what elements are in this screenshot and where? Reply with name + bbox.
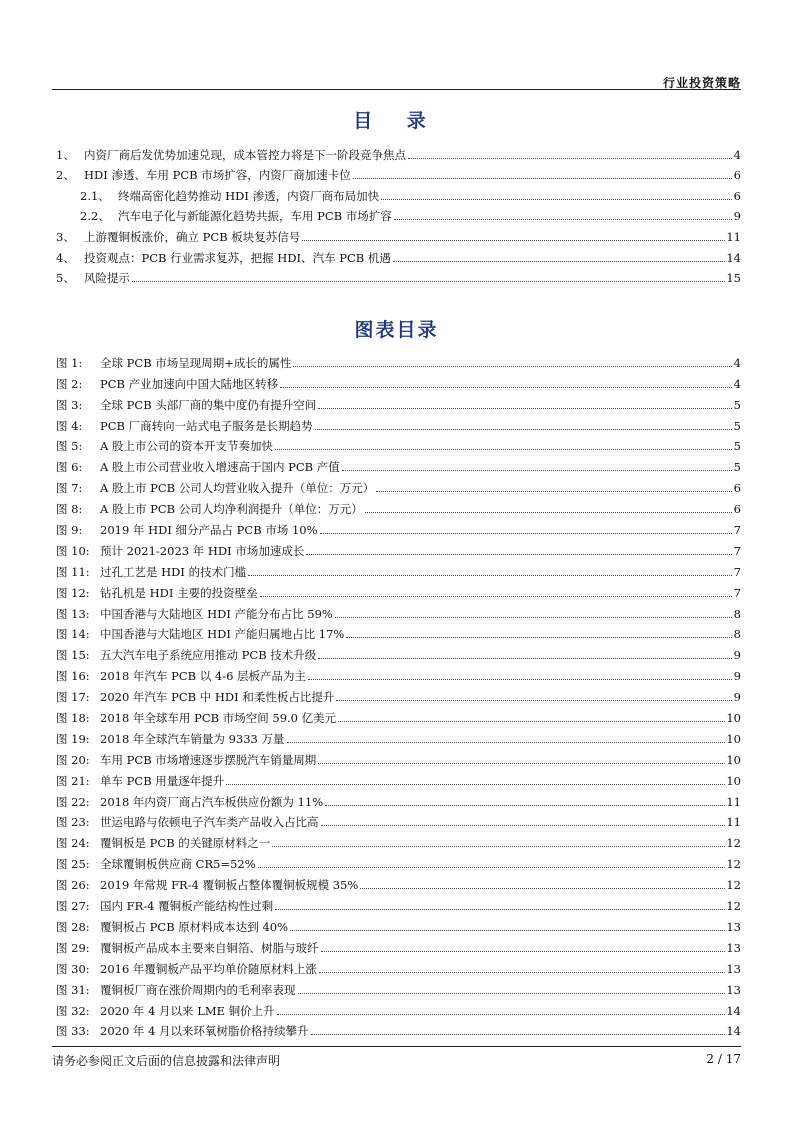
figure-entry-text: 国内 FR-4 覆铜板产能结构性过剩 — [100, 899, 274, 914]
figure-entry-number: 图 27: — [56, 899, 90, 914]
figure-entry-text: A 股上市公司的资本开支节奏加快 — [100, 439, 273, 454]
figure-entry-number: 图 32: — [56, 1003, 90, 1018]
leader-dots — [321, 824, 726, 826]
footer-page-number: 2 / 17 — [706, 1052, 741, 1066]
figure-entry[interactable] — [56, 349, 741, 370]
leader-dots — [258, 866, 726, 868]
figure-entry-text: 中国香港与大陆地区 HDI 产能归属地占比 17% — [100, 627, 345, 642]
figure-entry-number: 图 19: — [56, 731, 90, 746]
figure-entry-number: 图 29: — [56, 940, 90, 955]
figure-entry-page: 13 — [726, 982, 741, 997]
figure-entry-text: 预计 2021-2023 年 HDI 市场加速成长 — [100, 543, 305, 558]
figure-entry[interactable] — [56, 433, 741, 454]
toc-entry-number: 2.1、 — [80, 188, 110, 203]
leader-dots — [287, 741, 726, 743]
figure-entry[interactable] — [56, 537, 741, 558]
leader-dots — [290, 929, 725, 931]
figure-entry-text: 钻孔机是 HDI 主要的投资壁垒 — [100, 585, 258, 600]
figure-entry-number: 图 4: — [56, 418, 83, 433]
figure-entry-text: 覆铜板厂商在涨价周期内的毛利率表现 — [100, 982, 296, 997]
figure-entry-number: 图 7: — [56, 481, 83, 496]
leader-dots — [381, 198, 732, 200]
leader-dots — [394, 218, 732, 220]
footer-disclaimer: 请务必参阅正文后面的信息披露和法律声明 — [52, 1054, 281, 1068]
figure-entry[interactable] — [56, 829, 741, 850]
figure-entry-number: 图 25: — [56, 857, 90, 872]
toc-entry-text: 投资观点：PCB 行业需求复苏，把握 HDI、汽车 PCB 机遇 — [84, 250, 391, 265]
toc-entry[interactable] — [56, 162, 741, 183]
figure-entry[interactable] — [56, 976, 741, 997]
figure-entry-page: 12 — [726, 878, 741, 893]
figure-entry-page: 7 — [733, 543, 741, 558]
figure-entry[interactable] — [56, 871, 741, 892]
leader-dots — [306, 553, 732, 555]
report-type-label: 行业投资策略 — [662, 76, 741, 90]
figure-entry-number: 图 22: — [56, 794, 90, 809]
toc-entry-text: 上游覆铜板涨价，确立 PCB 板块复苏信号 — [84, 229, 301, 244]
figure-entry-text: 世运电路与依顿电子汽车类产品收入占比高 — [100, 815, 319, 830]
leader-dots — [325, 804, 725, 806]
toc-entry-number: 5、 — [56, 271, 75, 286]
leader-dots — [226, 783, 725, 785]
figure-entry-page: 6 — [733, 481, 741, 496]
leader-dots — [338, 720, 725, 722]
figure-entry-text: 覆铜板是 PCB 的关键原材料之一 — [100, 836, 271, 851]
leader-dots — [132, 280, 725, 282]
figure-entry-text: 2018 年汽车 PCB 以 4-6 层板产品为主 — [100, 669, 307, 684]
leader-dots — [321, 950, 726, 952]
figure-entry-number: 图 24: — [56, 836, 90, 851]
figure-entry-page: 13 — [726, 940, 741, 955]
figure-entry[interactable] — [56, 850, 741, 871]
figure-entry-number: 图 10: — [56, 543, 90, 558]
leader-dots — [320, 532, 732, 534]
figure-entry-text: 车用 PCB 市场增速逐步摆脱汽车销量周期 — [100, 752, 317, 767]
figure-entry-text: 覆铜板产品成本主要来自铜箔、树脂与玻纤 — [100, 940, 319, 955]
figure-entry-page: 14 — [726, 1024, 741, 1039]
figure-entry-text: 2016 年覆铜板产品平均单价随原材料上涨 — [100, 961, 317, 976]
leader-dots — [318, 762, 725, 764]
figure-entry-number: 图 3: — [56, 397, 83, 412]
toc-entry-number: 1、 — [56, 147, 75, 162]
leader-dots — [315, 428, 732, 430]
figure-entry[interactable] — [56, 683, 741, 704]
figure-entry-page: 7 — [733, 564, 741, 579]
figure-entry-page: 13 — [726, 919, 741, 934]
figure-entry-text: 2018 年全球汽车销量为 9333 万量 — [100, 731, 285, 746]
figure-entry-number: 图 20: — [56, 752, 90, 767]
leader-dots — [318, 407, 732, 409]
figure-entry[interactable] — [56, 579, 741, 600]
leader-dots — [293, 365, 732, 367]
figure-entry-number: 图 21: — [56, 773, 90, 788]
figure-entry[interactable] — [56, 934, 741, 955]
figure-entry-page: 7 — [733, 523, 741, 538]
figure-entry[interactable] — [56, 809, 741, 830]
figure-entry-text: 覆铜板占 PCB 原材料成本达到 40% — [100, 919, 289, 934]
figure-entry-page: 12 — [726, 836, 741, 851]
figure-entry-page: 14 — [726, 1003, 741, 1018]
figure-entry-page: 9 — [733, 669, 741, 684]
figure-entry-page: 10 — [726, 711, 741, 726]
toc-entry-text: 内资厂商后发优势加速兑现，成本管控力将是下一阶段竞争焦点 — [84, 147, 406, 162]
toc-entry-page: 6 — [733, 188, 741, 203]
leader-dots — [319, 971, 725, 973]
figure-entry[interactable] — [56, 495, 741, 516]
leader-dots — [272, 845, 725, 847]
figure-entry-number: 图 30: — [56, 961, 90, 976]
figure-entry-page: 5 — [733, 460, 741, 475]
figure-entry-text: 2020 年 4 月以来 LME 铜价上升 — [100, 1003, 275, 1018]
figure-entry-number: 图 17: — [56, 690, 90, 705]
figure-entry-text: 全球覆铜板供应商 CR5=52% — [100, 857, 256, 872]
figure-entry-page: 8 — [733, 606, 741, 621]
figure-entry-page: 6 — [733, 502, 741, 517]
leader-dots — [318, 657, 732, 659]
leader-dots — [308, 678, 732, 680]
toc-entry-number: 2、 — [56, 168, 75, 183]
figure-list — [56, 349, 741, 1038]
figure-entry-page: 12 — [726, 899, 741, 914]
toc-entry[interactable] — [56, 141, 741, 162]
figure-entry-text: 2020 年 4 月以来环氧树脂价格持续攀升 — [100, 1024, 309, 1039]
toc-entry-text: HDI 渗透、车用 PCB 市场扩容，内资厂商加速卡位 — [84, 168, 351, 183]
figure-entry-page: 8 — [733, 627, 741, 642]
figure-entry[interactable] — [56, 892, 741, 913]
figure-entry[interactable] — [56, 558, 741, 579]
figure-entry[interactable] — [56, 913, 741, 934]
figure-entry[interactable] — [56, 788, 741, 809]
figure-entry-number: 图 13: — [56, 606, 90, 621]
toc-title: 目 录 — [353, 110, 440, 132]
figure-entry-page: 12 — [726, 857, 741, 872]
figure-entry-page: 11 — [726, 794, 741, 809]
leader-dots — [275, 908, 725, 910]
figure-list-title: 图表目录 — [354, 319, 439, 341]
figure-entry-page: 4 — [733, 355, 741, 370]
figure-entry-text: 中国香港与大陆地区 HDI 产能分布占比 59% — [100, 606, 333, 621]
figure-entry[interactable] — [56, 725, 741, 746]
toc-entry-number: 2.2、 — [80, 209, 110, 224]
figure-entry[interactable] — [56, 370, 741, 391]
leader-dots — [275, 448, 732, 450]
toc-entry-page: 11 — [726, 229, 741, 244]
figure-entry-page: 10 — [726, 773, 741, 788]
figure-entry[interactable] — [56, 746, 741, 767]
toc-entry-page: 6 — [733, 168, 741, 183]
figure-entry-text: A 股上市公司营业收入增速高于国内 PCB 产值 — [100, 460, 340, 475]
figure-entry-text: PCB 厂商转向一站式电子服务是长期趋势 — [100, 418, 313, 433]
figure-entry[interactable] — [56, 662, 741, 683]
figure-entry-number: 图 14: — [56, 627, 90, 642]
figure-entry-text: 全球 PCB 市场呈现周期+成长的属性 — [100, 355, 292, 370]
footer-rule — [52, 1046, 741, 1047]
figure-entry-text: 五大汽车电子系统应用推动 PCB 技术升级 — [100, 648, 317, 663]
figure-entry-number: 图 28: — [56, 919, 90, 934]
toc-list — [56, 141, 741, 285]
figure-entry[interactable] — [56, 453, 741, 474]
figure-entry-number: 图 18: — [56, 711, 90, 726]
toc-subentry[interactable] — [56, 203, 741, 224]
leader-dots — [335, 616, 732, 618]
toc-entry-page: 15 — [726, 271, 741, 286]
toc-entry[interactable] — [56, 265, 741, 286]
figure-entry-page: 11 — [726, 815, 741, 830]
figure-entry-number: 图 5: — [56, 439, 83, 454]
leader-dots — [298, 992, 726, 994]
toc-entry[interactable] — [56, 244, 741, 265]
leader-dots — [260, 595, 732, 597]
figure-entry-page: 10 — [726, 731, 741, 746]
figure-entry-text: 2018 年全球车用 PCB 市场空间 59.0 亿美元 — [100, 711, 337, 726]
toc-entry-text: 终端高密化趋势推动 HDI 渗透，内资厂商布局加快 — [118, 188, 380, 203]
figure-entry[interactable] — [56, 767, 741, 788]
figure-entry[interactable] — [56, 391, 741, 412]
figure-entry-text: 单车 PCB 用量逐年提升 — [100, 773, 225, 788]
figure-entry-number: 图 23: — [56, 815, 90, 830]
leader-dots — [376, 490, 732, 492]
toc-entry-text: 汽车电子化与新能源化趋势共振，车用 PCB 市场扩容 — [118, 209, 392, 224]
figure-entry[interactable] — [56, 621, 741, 642]
leader-dots — [353, 177, 732, 179]
leader-dots — [365, 511, 732, 513]
figure-entry-number: 图 11: — [56, 564, 90, 579]
leader-dots — [393, 260, 725, 262]
figure-entry-text: 2019 年 HDI 细分产品占 PCB 市场 10% — [100, 523, 318, 538]
figure-entry-number: 图 9: — [56, 523, 83, 538]
figure-entry-number: 图 12: — [56, 585, 90, 600]
figure-entry-text: 2020 年汽车 PCB 中 HDI 和柔性板占比提升 — [100, 690, 335, 705]
leader-dots — [336, 699, 732, 701]
figure-entry[interactable] — [56, 955, 741, 976]
figure-entry-text: 2018 年内资厂商占汽车板供应份额为 11% — [100, 794, 324, 809]
figure-entry-text: A 股上市 PCB 公司人均净利润提升（单位：万元） — [100, 502, 363, 517]
figure-entry-number: 图 1: — [56, 355, 83, 370]
figure-entry-text: 全球 PCB 头部厂商的集中度仍有提升空间 — [100, 397, 317, 412]
toc-entry[interactable] — [56, 223, 741, 244]
toc-entry-text: 风险提示 — [84, 271, 130, 286]
figure-entry-number: 图 26: — [56, 878, 90, 893]
toc-subentry[interactable] — [56, 182, 741, 203]
header-rule — [52, 89, 741, 90]
figure-entry-text: 过孔工艺是 HDI 的技术门槛 — [100, 564, 247, 579]
leader-dots — [302, 239, 725, 241]
figure-entry-number: 图 31: — [56, 982, 90, 997]
toc-entry-page: 14 — [726, 250, 741, 265]
leader-dots — [346, 636, 732, 638]
figure-entry[interactable] — [56, 412, 741, 433]
figure-entry-text: 2019 年常规 FR-4 覆铜板占整体覆铜板规模 35% — [100, 878, 359, 893]
figure-entry-number: 图 6: — [56, 460, 83, 475]
figure-entry-number: 图 33: — [56, 1024, 90, 1039]
figure-entry[interactable] — [56, 1018, 741, 1039]
figure-entry-text: PCB 产业加速向中国大陆地区转移 — [100, 376, 279, 391]
figure-entry[interactable] — [56, 516, 741, 537]
toc-entry-number: 4、 — [56, 250, 75, 265]
figure-entry-number: 图 15: — [56, 648, 90, 663]
toc-entry-number: 3、 — [56, 229, 75, 244]
leader-dots — [342, 469, 732, 471]
figure-entry-number: 图 2: — [56, 376, 83, 391]
leader-dots — [280, 386, 732, 388]
figure-entry-page: 10 — [726, 752, 741, 767]
figure-entry[interactable] — [56, 704, 741, 725]
figure-entry[interactable] — [56, 600, 741, 621]
figure-entry-page: 5 — [733, 397, 741, 412]
toc-entry-page: 9 — [733, 209, 741, 224]
leader-dots — [248, 574, 732, 576]
figure-entry-page: 5 — [733, 439, 741, 454]
figure-entry-page: 13 — [726, 961, 741, 976]
figure-entry-page: 7 — [733, 585, 741, 600]
leader-dots — [311, 1033, 726, 1035]
figure-entry[interactable] — [56, 474, 741, 495]
figure-entry-text: A 股上市 PCB 公司人均营业收入提升（单位：万元） — [100, 481, 375, 496]
figure-entry[interactable] — [56, 997, 741, 1018]
figure-entry[interactable] — [56, 641, 741, 662]
figure-entry-page: 9 — [733, 690, 741, 705]
figure-entry-page: 9 — [733, 648, 741, 663]
figure-entry-page: 5 — [733, 418, 741, 433]
leader-dots — [360, 887, 725, 889]
figure-entry-page: 4 — [733, 376, 741, 391]
toc-entry-page: 4 — [733, 147, 741, 162]
leader-dots — [408, 157, 732, 159]
figure-entry-number: 图 8: — [56, 502, 83, 517]
leader-dots — [277, 1013, 726, 1015]
figure-entry-number: 图 16: — [56, 669, 90, 684]
